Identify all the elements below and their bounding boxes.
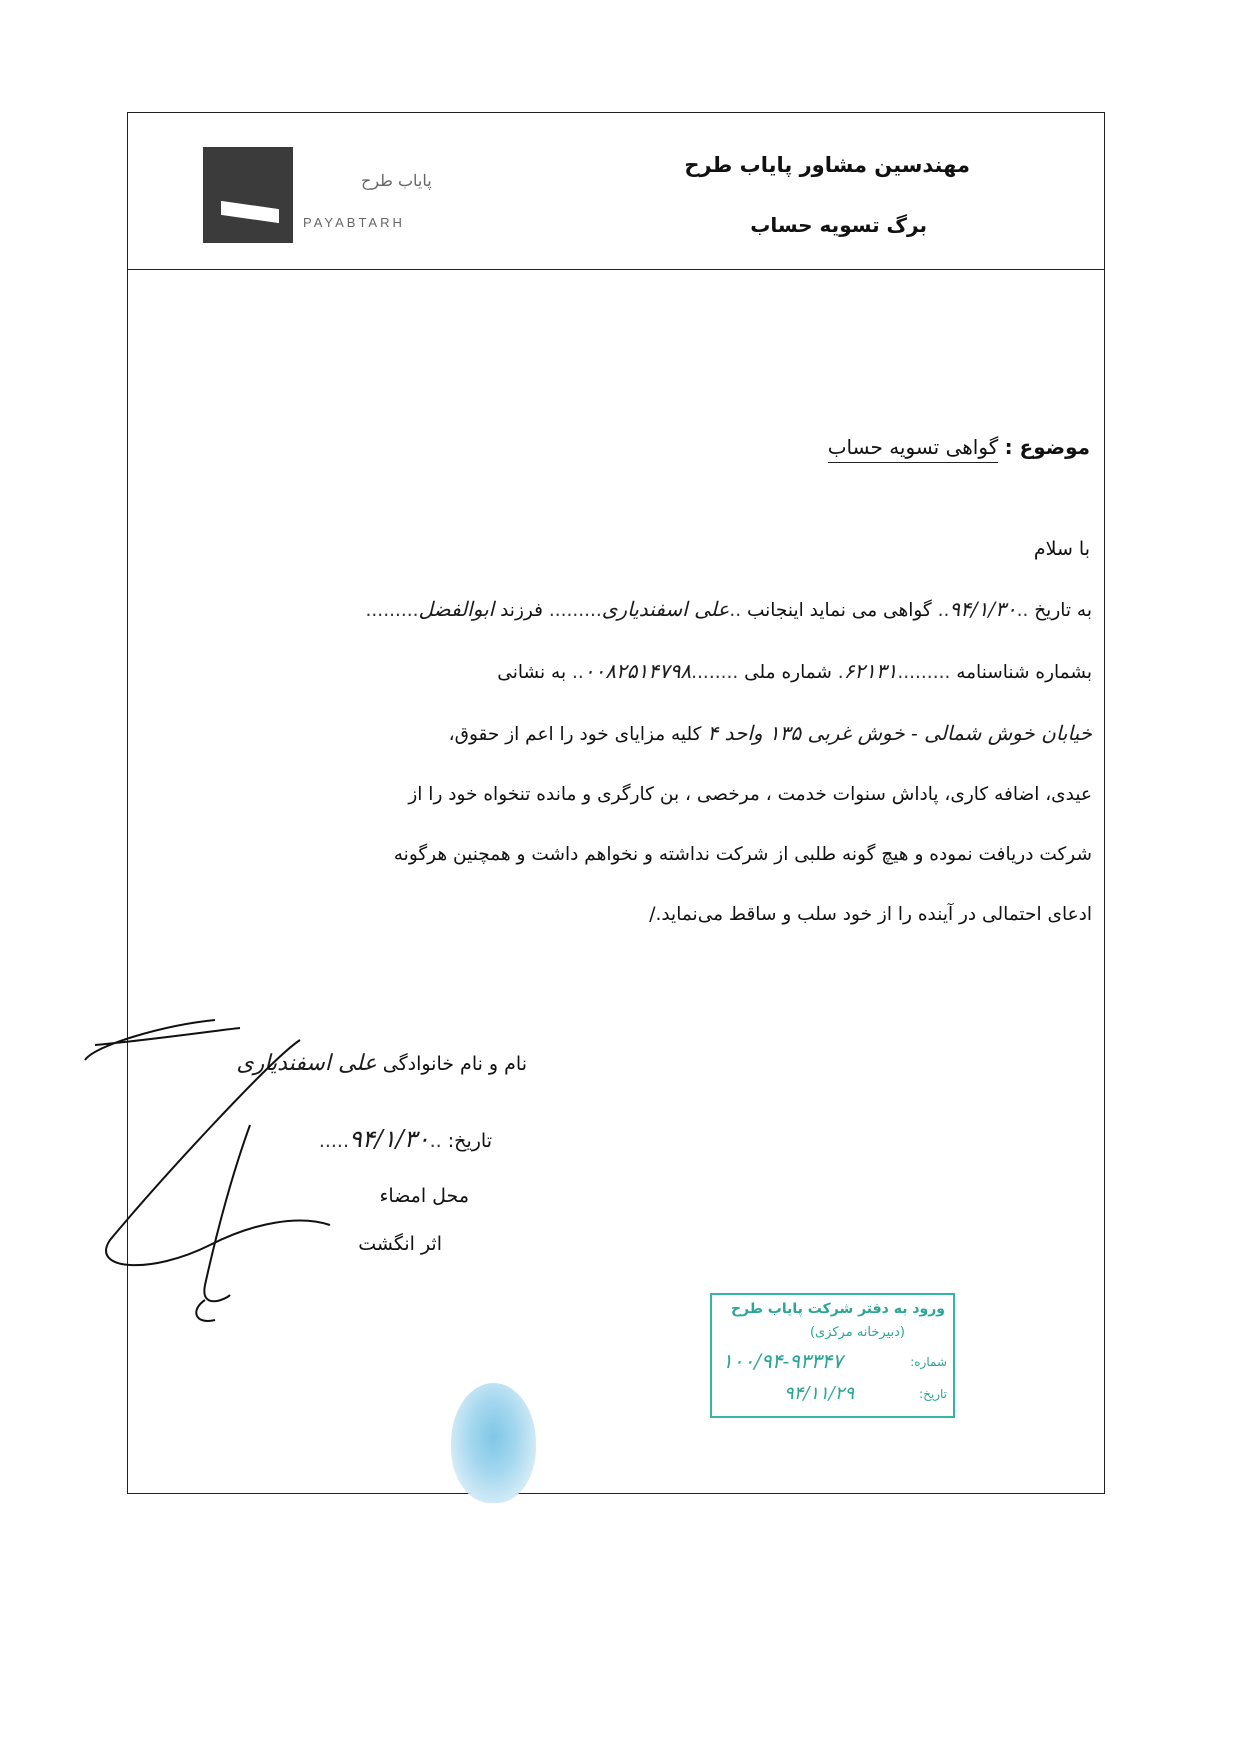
child-of-text: فرزند [500,600,543,621]
signature-place-label: محل امضاء [379,1185,469,1207]
dots: ......... [897,662,951,683]
dots: . [837,662,844,683]
stamp-number-value: ۱۰۰/۹۴-۹۳۳۴۷ [722,1349,843,1373]
logo-text-en: PAYABTARH [303,215,405,230]
greeting: با سلام [1033,538,1090,560]
body-line-5: شرکت دریافت نموده و هیچ گونه طلبی از شرکت نداشته و نخواهم داشت و همچنین هرگونه [393,844,1092,865]
name-label: نام و نام خانوادگی [382,1053,527,1075]
body-line-6: ادعای احتمالی در آینده را از خود سلب و ساقط می‌نماید./ [649,904,1092,925]
address-label: به نشانی [497,662,567,683]
id-label: بشماره شناسنامه [956,662,1092,683]
handwritten-name: علی اسفندیاری [601,597,730,621]
sign-date-label: تاریخ: [447,1130,492,1152]
handwritten-national-id: ۰۰۸۲۵۱۴۷۹۸ [583,659,692,683]
handwritten-sign-date: ۹۴/۱/۳۰ [349,1125,430,1153]
benefits-text: کلیه مزایای خود را اعم از حقوق، [448,724,702,745]
stamp-number-label: شماره: [910,1355,947,1369]
stamp-date-value: ۹۴/۱۱/۲۹ [784,1383,855,1404]
form-title: برگ تسویه حساب [750,213,927,237]
logo-text-fa: پایاب طرح [361,171,432,190]
dots: ..... [318,1130,350,1152]
stamp-line-1: ورود به دفتر شرکت پایاب طرح [730,1301,945,1317]
handwritten-father: ابوالفضل [418,597,495,621]
stamp-line-2: (دبیرخانه مرکزی) [809,1325,905,1340]
handwritten-address: خیابان خوش شمالی - خوش غربی ۱۳۵ واحد ۴ [707,721,1092,745]
dots: .. [937,600,950,621]
stamp-date-label: تاریخ: [919,1387,947,1401]
dots: ........ [691,662,739,683]
dots: .. [729,600,742,621]
body-line-4: عیدی، اضافه کاری، پاداش سنوات خدمت ، مرخصی ، بن کارگری و مانده تنخواه خود را از [408,784,1092,805]
subject-label: موضوع : [1004,435,1090,459]
company-name: مهندسین مشاور پایاب طرح [684,153,970,177]
certify-text: گواهی می نماید اینجانب [746,600,932,621]
date-prefix: به تاریخ [1034,600,1092,621]
national-id-label: شماره ملی [744,662,832,683]
dots: ......... [365,600,419,621]
subject-value: گواهی تسویه حساب [828,435,999,463]
dots: .. [429,1130,442,1152]
handwritten-id: ۶۲۱۳۱ [843,659,898,683]
thumbprint-label: اثر انگشت [358,1233,442,1255]
dots: .. [1016,600,1029,621]
dots: ......... [548,600,602,621]
handwritten-date: ۹۴/۱/۳۰ [949,597,1017,621]
dots: .. [571,662,584,683]
handwritten-signer-name: علی اسفندیاری [236,1051,377,1076]
